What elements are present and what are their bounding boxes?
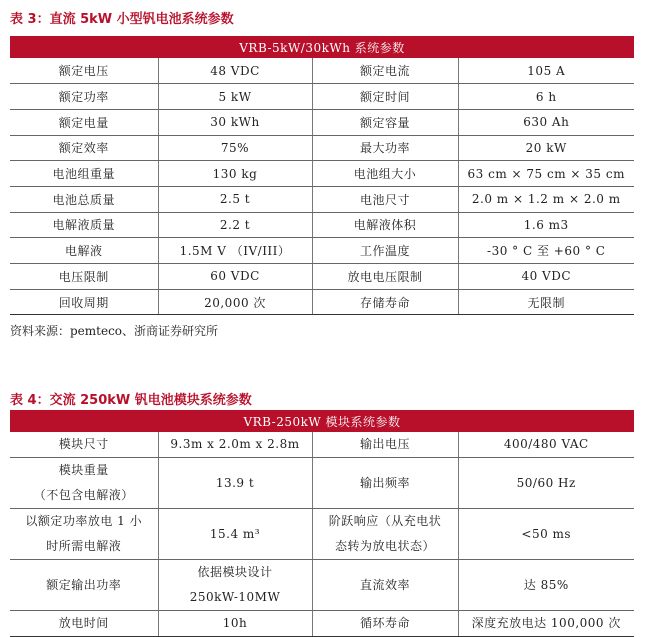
table3-cell: 105 A [458,58,634,84]
table4-cell [458,611,634,637]
table4-cell-line: 13.9 t [215,475,255,490]
table4-spec-table [10,410,634,637]
table3-cell: 额定效率 [10,135,158,161]
table4-cell-line: 15.4 m³ [209,526,261,541]
table3-row [10,186,634,212]
table4-cell [458,509,634,560]
table3-cell: 额定电压 [10,58,158,84]
table4-cell [10,509,158,560]
table3-cell: 放电电压限制 [312,264,458,290]
table3-cell: 电池组重量 [10,161,158,187]
table3-cell: 额定电量 [10,109,158,135]
table4-cell [10,611,158,637]
table3-cell: 2.2 t [158,212,312,238]
table4-cell-line: 9.3m x 2.0m x 2.8m [170,437,300,451]
table3-cell: 2.0 m × 1.2 m × 2.0 m [458,186,634,212]
table3-row [10,212,634,238]
table3-cell: 回收周期 [10,289,158,315]
table3-header: VRB-5kW/30kWh 系统参数 [10,36,634,58]
table3-spec-table [10,36,634,315]
table4-cell [312,432,458,458]
table3-row [10,58,634,84]
table3-row [10,161,634,187]
table3-cell: 无限制 [458,289,634,315]
table3-cell: 电池组大小 [312,161,458,187]
table3-source-note: 资料来源：pemteco、浙商证券研究所 [10,324,219,338]
table4-cell-line: 模块尺寸 [58,437,109,451]
table4-header: VRB-250kW 模块系统参数 [10,410,634,432]
table4-row [10,611,634,637]
table4-caption: 表 4：交流 250kW 钒电池模块系统参数 [10,393,252,408]
table3-cell: 额定时间 [312,84,458,110]
table4-cell [158,458,312,509]
table4-cell [458,560,634,611]
table4-cell-line: 以额定功率放电 1 小 [25,514,143,528]
table3-row [10,238,634,264]
table4-cell-line: 250kW-10MW [189,590,281,604]
table3-cell: 电池总质量 [10,186,158,212]
table3-row [10,264,634,290]
table3-cell: 额定电流 [312,58,458,84]
table3-cell: 电解液 [10,238,158,264]
table3-cell: 5 kW [158,84,312,110]
table4-cell-line: 额定输出功率 [46,577,122,592]
table3-cell: 60 VDC [158,264,312,290]
table4-cell-line: 输出频率 [359,475,410,490]
table3-cell: 最大功率 [312,135,458,161]
table3-row [10,289,634,315]
table3-cell: 存储寿命 [312,289,458,315]
table3-cell: 20 kW [458,135,634,161]
table4-cell [458,458,634,509]
table3-cell: 48 VDC [158,58,312,84]
table3-cell: 1.6 m3 [458,212,634,238]
table3-cell: 电解液质量 [10,212,158,238]
table4-cell [312,458,458,509]
table3-cell: 30 kWh [158,109,312,135]
table4-cell-line: 输出电压 [359,437,410,451]
table4-cell-line: （不包含电解液） [33,488,134,502]
table4-cell-line: 放电时间 [58,616,109,630]
table4-cell-line: 直流效率 [359,577,410,592]
table3-cell: 额定容量 [312,109,458,135]
table4-cell [458,432,634,458]
table3-cell: 工作温度 [312,238,458,264]
table4-cell [158,432,312,458]
table3-row [10,84,634,110]
table4-cell [312,509,458,560]
table4-row [10,458,634,509]
table4-row [10,509,634,560]
table4-row [10,432,634,458]
table4-cell [158,560,312,611]
table3-cell: 2.5 t [158,186,312,212]
table3-cell: 1.5M V （IV/III） [158,238,312,264]
table4-cell-line: 时所需电解液 [46,539,122,553]
table3-row [10,135,634,161]
table4-cell [312,560,458,611]
table4-cell [158,611,312,637]
table3-cell: 20,000 次 [158,289,312,315]
table4-cell-line: 依据模块设计 [197,565,273,579]
table3-cell: 额定功率 [10,84,158,110]
table4-cell-line: 10h [222,616,248,630]
table3-cell: 63 cm × 75 cm × 35 cm [458,161,634,187]
table4-cell-line: 达 85% [523,577,569,592]
table4-cell [10,560,158,611]
table4-cell-line: 50/60 Hz [516,475,576,490]
table4-cell [312,611,458,637]
table3-caption: 表 3：直流 5kW 小型钒电池系统参数 [10,12,234,27]
table4-cell-line: 400/480 VAC [503,437,589,451]
table4-cell [10,432,158,458]
table3-cell: 6 h [458,84,634,110]
table4-cell-line: 阶跃响应（从充电状 [328,514,442,528]
table3-cell: 130 kg [158,161,312,187]
table4-cell-line: 模块重量 [58,463,109,477]
table4-row [10,560,634,611]
table3-row [10,109,634,135]
table3-cell: 630 Ah [458,109,634,135]
table4-cell-line: 深度充放电达 100,000 次 [471,616,621,630]
table3-cell: -30 ° C 至 +60 ° C [458,238,634,264]
table3-cell: 电池尺寸 [312,186,458,212]
table3-cell: 电压限制 [10,264,158,290]
table4-cell [10,458,158,509]
table4-cell-line: <50 ms [521,526,572,541]
table3-cell: 电解液体积 [312,212,458,238]
table4-cell-line: 态转为放电状态） [334,539,435,553]
table3-cell: 75% [158,135,312,161]
table3-cell: 40 VDC [458,264,634,290]
table4-cell-line: 循环寿命 [359,616,410,630]
table4-cell [158,509,312,560]
